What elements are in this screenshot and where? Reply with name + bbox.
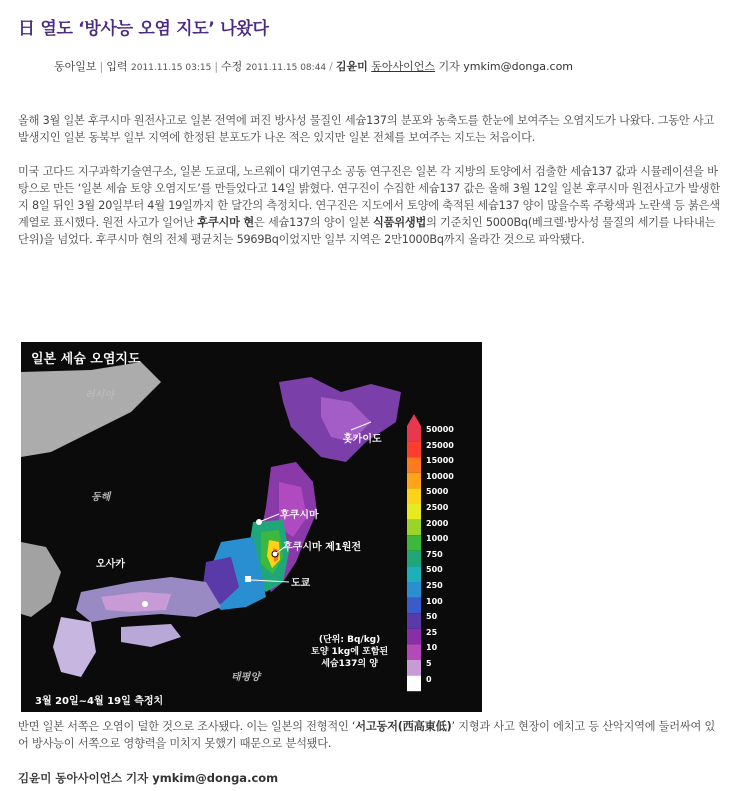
paragraph-2-text-a: 미국 고다드 지구과학기술연구소, 일본 도쿄대, 노르웨이 대기연구소 공동 연구진은 일본 각 지방의 토양에서 검출한 세슘137 값과 시뮬레이션을 바탕으로 만든 ‘일본 세슘 토양 오염지도’를 만들었다고 14일 밝혔다. 연구진이 수집한 세슘137 값은 올해 3월 12일 일본 후쿠시마 원전사고가 발생한 지 8일 뒤인 3월 20일부터 4월 19일까지 한 달간의 측정치다. 연구진은 지도에서 토양에 축적된 세슘137 양이 많을수록 주황색과 노란색 등 붉은색 계열로 표시했다. 원전 사고가 일어난 xyxy=(18,165,720,229)
map-label-osaka: 오사카 xyxy=(96,559,125,570)
paragraph-1: 올해 3월 일본 후쿠시마 원전사고로 일본 전역에 퍼진 방사성 물질인 세슘137의 분포와 농축도를 한눈에 보여주는 오염지도가 나왔다. 그동안 사고 발생지인 일본 동북부 일부 지역에 한정된 분포도가 나온 적은 있지만 일본 전체를 보여주는 지도는 처음이다. xyxy=(18,114,715,144)
article-headline: 日 열도 ‘방사능 오염 지도’ 나왔다 xyxy=(18,19,269,39)
scale-tick-label: 1000 xyxy=(426,534,449,544)
paragraph-3-text-c: ’ 지형과 사고 현장이 에치고 등 산악지역에 둘러싸여 있어 방사능이 서쪽으로 영향력을 미치지 못했기 때문으로 분석됐다. xyxy=(18,720,716,750)
scale-swatch xyxy=(407,488,421,504)
scale-tick-label: 5000 xyxy=(426,487,449,497)
scale-swatch xyxy=(407,582,421,598)
map-label-russia: 러시아 xyxy=(85,390,114,401)
scale-swatch xyxy=(407,566,421,582)
scale-tick-label: 750 xyxy=(426,549,443,559)
scale-swatch xyxy=(407,535,421,551)
map-label-tokyo: 도쿄 xyxy=(291,578,311,589)
byline-reporter: 김윤미 xyxy=(335,60,368,73)
paragraph-2-text-d: 의 기준치인 5000Bq(베크렐·방사성 물질의 세기를 나타내는 단위)을 넘었다. 후쿠시마 현의 전체 평균치는 5969Bq이었지만 일부 지역은 2만1000Bq까지 올라간 것으로 파악됐다. xyxy=(18,216,716,246)
scale-tick-label: 50 xyxy=(426,612,438,622)
scale-swatch xyxy=(407,629,421,645)
paragraph-3-bold-term: 서고동저(西高東低) xyxy=(355,720,452,733)
cesium-contamination-map xyxy=(21,342,482,712)
map-label-fukushima: 후쿠시마 xyxy=(280,510,319,521)
legend-unit: (단위: Bq/kg) xyxy=(318,635,381,645)
byline-modified-label: 수정 xyxy=(221,60,243,73)
scale-tick-label: 500 xyxy=(426,565,443,575)
paragraph-2-bold-food-law: 식품위생법 xyxy=(373,216,427,229)
scale-tick-label: 10 xyxy=(426,643,438,653)
byline-modified-time: 2011.11.15 08:44 xyxy=(245,63,327,73)
scale-swatch xyxy=(407,660,421,676)
map-label-east-sea: 동해 xyxy=(91,492,111,503)
map-legend xyxy=(311,634,388,670)
map-title: 일본 세슘 오염지도 xyxy=(31,352,141,367)
paragraph-2-text-c: 은 세슘137의 양이 일본 xyxy=(253,216,374,229)
byline-outlet-link[interactable]: 동아사이언스 xyxy=(371,60,436,73)
paragraph-2-bold-fukushima: 후쿠시마 현 xyxy=(197,216,254,229)
map-period-label: 3월 20일~4월 19일 측정치 xyxy=(35,696,164,707)
legend-desc-1: 토양 1kg에 포함된 xyxy=(311,647,389,657)
scale-swatch xyxy=(407,473,421,489)
scale-swatch xyxy=(407,676,421,692)
scale-swatch xyxy=(407,551,421,567)
byline-posted-label: 입력 xyxy=(106,60,128,73)
color-scale-bar xyxy=(407,414,421,691)
scale-tick-label: 0 xyxy=(426,674,432,684)
scale-tick-label: 250 xyxy=(426,581,443,590)
scale-swatch xyxy=(407,520,421,536)
byline-source: 동아일보 xyxy=(54,60,97,73)
scale-swatch xyxy=(407,613,421,629)
paragraph-2 xyxy=(18,163,723,248)
scale-tick-label: 2500 xyxy=(426,503,449,512)
scale-top-arrow xyxy=(407,414,421,426)
byline-posted-time: 2011.11.15 03:15 xyxy=(131,63,212,73)
scale-tick-label: 5 xyxy=(426,659,432,668)
map-label-plant: 후쿠시마 제1원전 xyxy=(283,542,362,553)
scale-tick-label: 10000 xyxy=(426,471,454,481)
scale-swatch xyxy=(407,426,421,442)
paragraph-3-text-a: 반면 일본 서쪽은 오염이 덜한 것으로 조사됐다. 이는 일본의 전형적인 ‘ xyxy=(18,720,356,733)
scale-tick-label: 100 xyxy=(426,596,443,606)
scale-swatch xyxy=(407,457,421,473)
scale-swatch xyxy=(407,598,421,614)
map-label-pacific: 태평양 xyxy=(231,672,260,683)
scale-swatch xyxy=(407,644,421,660)
byline-reporter-suffix: 기자 ymkim@donga.com xyxy=(438,60,574,73)
scale-tick-label: 25000 xyxy=(426,440,454,450)
scale-tick-label: 25 xyxy=(426,627,438,637)
paragraph-3 xyxy=(18,718,723,752)
map-label-hokkaido: 홋카이도 xyxy=(343,434,382,445)
scale-tick-label: 15000 xyxy=(426,456,454,466)
byline: 동아일보 | 입력 2011.11.15 03:15 | 수정 2011.11.15 08:44 / 김윤미 동아사이언스 기자 ymkim@donga.com xyxy=(54,60,574,73)
article-signature: 김윤미 동아사이언스 기자 ymkim@donga.com xyxy=(18,771,279,785)
scale-swatch xyxy=(407,442,421,458)
scale-swatch xyxy=(407,504,421,520)
scale-tick-label: 50000 xyxy=(426,425,454,434)
legend-desc-2: 세슘137의 양 xyxy=(321,659,378,669)
scale-tick-label: 2000 xyxy=(426,518,449,528)
